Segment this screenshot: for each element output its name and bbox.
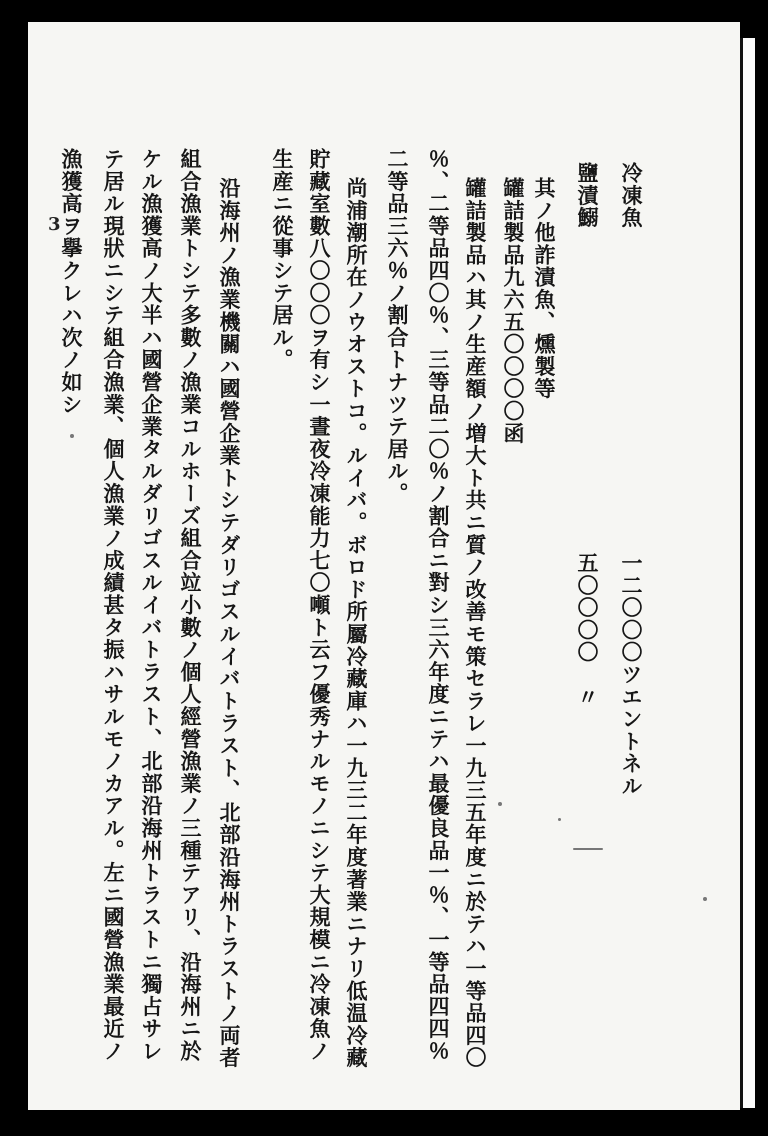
text-line: 貯藏室數八〇〇〇ヲ有シ一晝夜冷凍能力七〇噸ト云フ優秀ナルモノニシテ大規模ニ冷凍魚ノ [307, 148, 332, 1063]
text-line: 漁獲高ヲ擧クレハ次ノ如シ [59, 148, 84, 416]
table-row-value: 五〇〇〇〇 〃 [575, 552, 600, 709]
page-margin-mark: 3 [48, 214, 61, 235]
scan-speck [498, 802, 502, 806]
text-line: 其ノ他詐漬魚、燻製等 [532, 177, 557, 400]
text-line: 生産ニ從事シテ居ル。 [270, 148, 295, 371]
document-page [28, 22, 740, 1110]
text-line: テ居ル現狀ニシテ組合漁業、個人漁業ノ成績甚タ振ハサルモノカアル。左ニ國營漁業最近ノ [101, 148, 126, 1063]
text-line: 尚浦潮所在ノウオストコ。ルイバ。ボロド所屬冷藏庫ハ一九三二年度著業ニナリ低温冷藏 [344, 177, 369, 1069]
table-row-item: 冷凍魚 [619, 162, 644, 229]
text-line: 罐詰製品ハ其ノ生産額ノ増大ト共ニ質ノ改善モ策セラレ一九三五年度ニ於テハ一等品四〇 [463, 177, 488, 1069]
table-row-frozen-fish [621, 162, 642, 1062]
text-line: ケル漁獲高ノ大半ハ國營企業タルダリゴスルイバトラスト、北部沿海州トラストニ獨占サレ [139, 148, 164, 1063]
text-line: 罐詰製品九六五〇〇〇〇函 [501, 177, 526, 445]
scan-speck [573, 848, 603, 850]
table-row-item: 鹽漬鰯 [575, 162, 600, 229]
scan-speck [70, 434, 74, 438]
text-line: 沿海州ノ漁業機關ハ國營企業トシテダリゴスルイバトラスト、北部沿海州トラストノ両者 [217, 177, 242, 1069]
text-line: ％、二等品四〇％、三等品二〇％ノ割合ニ對シ三六年度ニテハ最優良品一％、一等品四四％ [426, 148, 451, 1063]
table-row-value: 一二〇〇〇ツエントネル [619, 552, 644, 798]
text-line: 二等品三六％ノ割合トナツテ居ル。 [385, 148, 410, 505]
page-binding-edge [740, 38, 755, 1108]
table-row-salted-sardine [577, 162, 598, 1062]
scan-speck [558, 818, 561, 821]
scan-speck [703, 897, 707, 901]
text-line: 組合漁業トシテ多數ノ漁業コルホーズ組合竝小數ノ個人經營漁業ノ三種テアリ、沿海州ニ於 [178, 148, 203, 1063]
